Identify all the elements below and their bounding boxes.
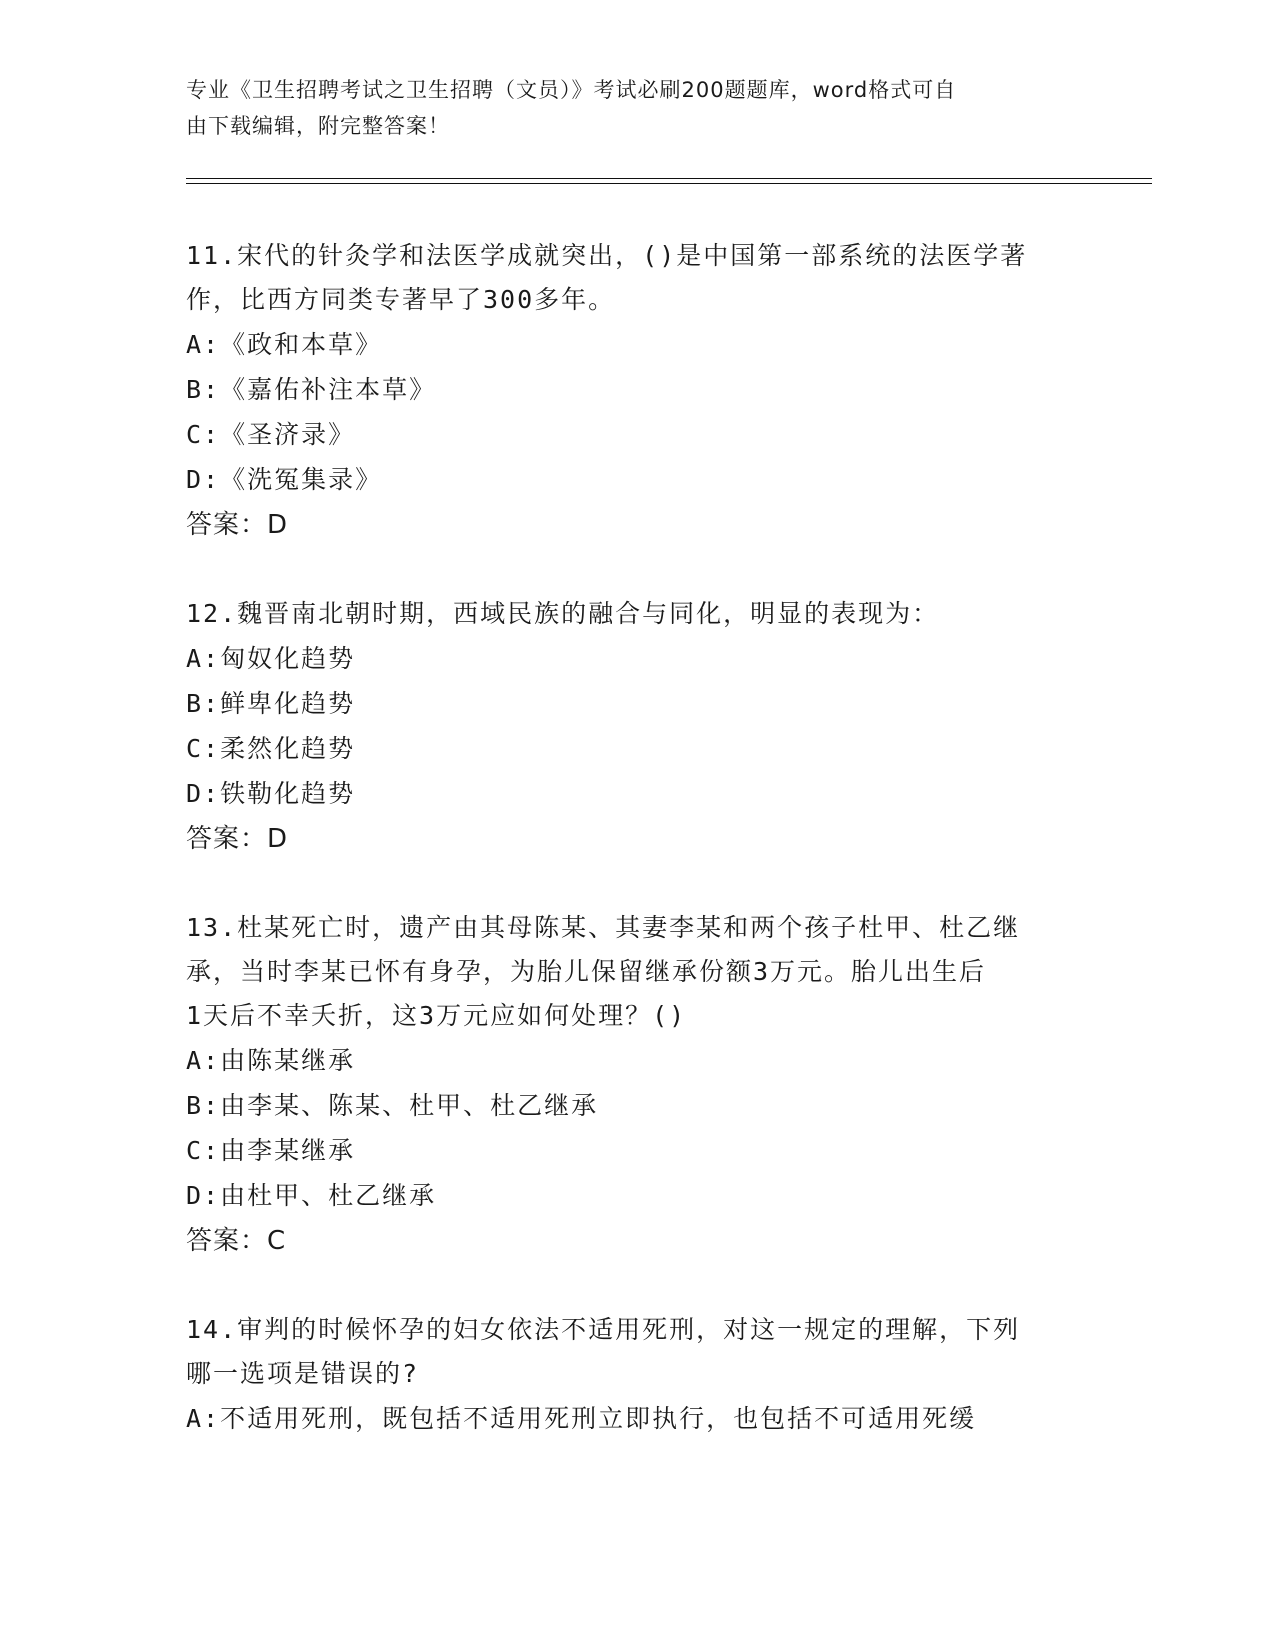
option-a: A:不适用死刑，既包括不适用死刑立即执行，也包括不可适用死缓: [186, 1404, 977, 1433]
stem-line: 14.审判的时候怀孕的妇女依法不适用死刑，对这一规定的理解，下列: [186, 1315, 1021, 1344]
option-b: B:由李某、陈某、杜甲、杜乙继承: [186, 1091, 599, 1120]
stem-line: 承，当时李某已怀有身孕，为胎儿保留继承份额3万元。胎儿出生后: [186, 957, 987, 986]
option-a: A:《政和本草》: [186, 330, 383, 359]
option-a: A:由陈某继承: [186, 1046, 356, 1075]
header-line-1: 专业《卫生招聘考试之卫生招聘（文员）》考试必刷200题题库，word格式可自: [186, 78, 957, 102]
stem-line: 哪一选项是错误的?: [186, 1359, 420, 1388]
question-11: [186, 234, 1086, 548]
document-header: [186, 72, 1066, 144]
answer: 答案：D: [186, 824, 289, 854]
answer: 答案：D: [186, 510, 289, 540]
header-line-2: 由下载编辑，附完整答案！: [186, 114, 450, 138]
stem-line: 12.魏晋南北朝时期，西域民族的融合与同化，明显的表现为：: [186, 599, 940, 628]
question-list: [186, 234, 1086, 1485]
option-d: D:《洗冤集录》: [186, 465, 383, 494]
question-stem: [186, 1308, 1086, 1396]
question-stem: [186, 906, 1086, 1038]
option-d: D:由杜甲、杜乙继承: [186, 1181, 437, 1210]
option-b: B:鲜卑化趋势: [186, 689, 356, 718]
option-a: A:匈奴化趋势: [186, 644, 356, 673]
question-stem: [186, 234, 1086, 322]
header-divider-bottom: [186, 183, 1152, 184]
stem-line: 作，比西方同类专著早了300多年。: [186, 285, 616, 314]
question-14: [186, 1308, 1086, 1441]
question-12: [186, 592, 1086, 862]
answer: 答案：C: [186, 1226, 287, 1256]
option-c: C:柔然化趋势: [186, 734, 356, 763]
question-13: [186, 906, 1086, 1264]
stem-line: 11.宋代的针灸学和法医学成就突出，()是中国第一部系统的法医学著: [186, 241, 1028, 270]
option-c: C:由李某继承: [186, 1136, 356, 1165]
option-b: B:《嘉佑补注本草》: [186, 375, 437, 404]
question-stem: [186, 592, 1086, 636]
stem-line: 1天后不幸夭折，这3万元应如何处理？(): [186, 1001, 687, 1030]
header-divider-top: [186, 178, 1152, 179]
option-d: D:铁勒化趋势: [186, 779, 356, 808]
option-c: C:《圣济录》: [186, 420, 356, 449]
stem-line: 13.杜某死亡时，遗产由其母陈某、其妻李某和两个孩子杜甲、杜乙继: [186, 913, 1021, 942]
